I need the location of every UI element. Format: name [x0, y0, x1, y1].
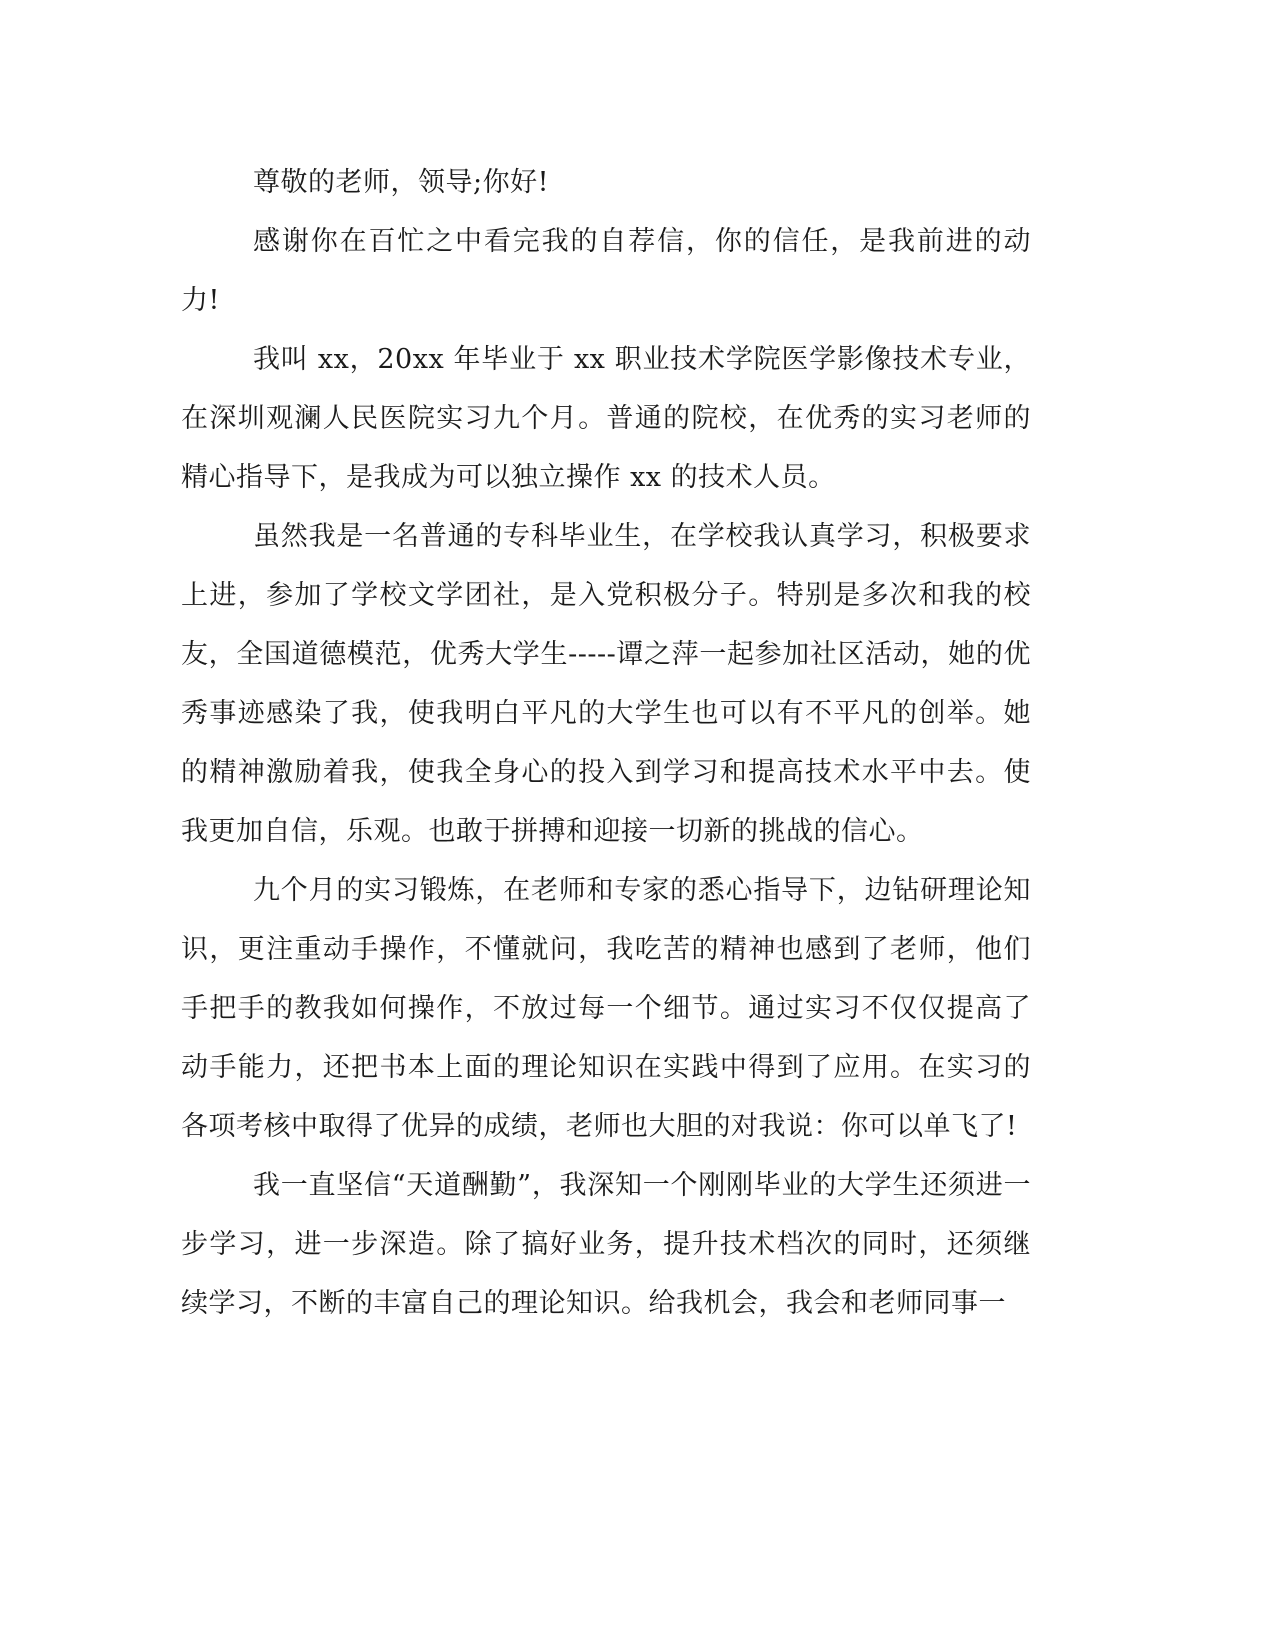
paragraph-thanks: 感谢你在百忙之中看完我的自荐信，你的信任，是我前进的动力! [181, 226, 1031, 316]
letter-greeting: 尊敬的老师，领导;你好! [253, 167, 549, 198]
paragraph-internship: 九个月的实习锻炼，在老师和专家的悉心指导下，边钻研理论知识，更注重动手操作，不懂就问，我吃苦的精神也感到了老师，他们手把手的教我如何操作，不放过每一个细节。通过实习不仅仅提高了动手能力，还把书本上面的理论知识在实践中得到了应用。在实习的各项考核中取得了优异的成绩，老师也大胆的对我说：你可以单飞了! [181, 875, 1031, 1142]
letter-body [181, 153, 1031, 1333]
paragraph-school-experience: 虽然我是一名普通的专科毕业生，在学校我认真学习，积极要求上进，参加了学校文学团社，是入党积极分子。特别是多次和我的校友，全国道德模范，优秀大学生-----谭之萍一起参加社区活动，她的优秀事迹感染了我，使我明白平凡的大学生也可以有不平凡的创举。她的精神激励着我，使我全身心的投入到学习和提高技术水平中去。使我更加自信，乐观。也敢于拼搏和迎接一切新的挑战的信心。 [181, 521, 1031, 847]
paragraph-introduction: 我叫 xx，20xx 年毕业于 xx 职业技术学院医学影像技术专业，在深圳观澜人民医院实习九个月。普通的院校，在优秀的实习老师的精心指导下，是我成为可以独立操作 xx 的技术人员。 [181, 344, 1031, 493]
paragraph-commitment: 我一直坚信“天道酬勤”，我深知一个刚刚毕业的大学生还须进一步学习，进一步深造。除了搞好业务，提升技术档次的同时，还须继续学习，不断的丰富自己的理论知识。给我机会，我会和老师同事一 [181, 1170, 1031, 1319]
